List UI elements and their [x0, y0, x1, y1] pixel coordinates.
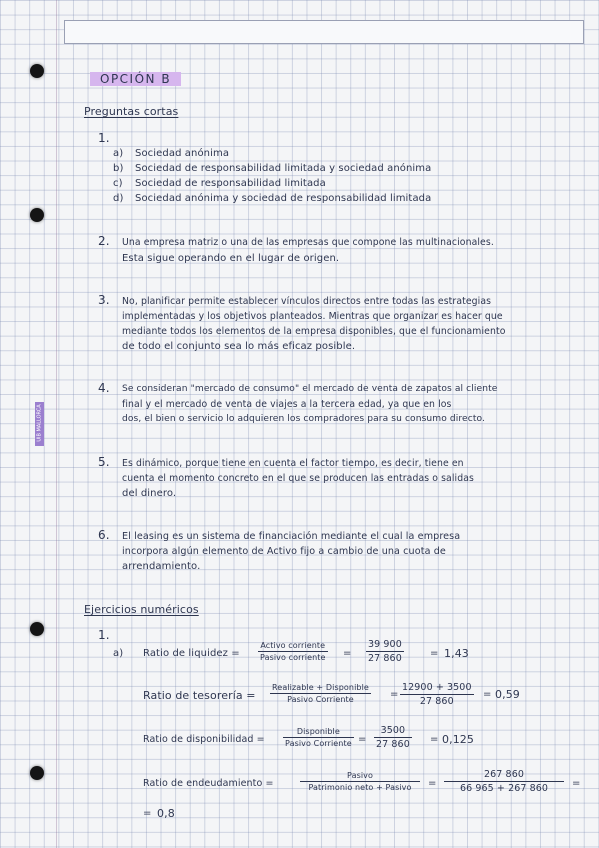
ratio-label: Ratio de endeudamiento = — [143, 778, 274, 789]
fraction-numerator: Activo corriente — [260, 641, 326, 650]
ratio-label: Ratio de liquidez = — [143, 648, 240, 659]
answer-line: Es dinámico, porque tiene en cuenta el factor tiempo, es decir, tiene en — [122, 458, 464, 469]
ratio-label: Ratio de tesorería = — [143, 689, 256, 702]
ratio-result: 1,43 — [444, 647, 469, 660]
formula-fraction — [258, 641, 328, 662]
fraction-numerator: Pasivo — [347, 771, 373, 780]
equals-sign: = — [572, 778, 581, 789]
fraction-numerator: 3500 — [380, 725, 406, 736]
fraction-bar — [444, 781, 564, 782]
formula-fraction — [283, 727, 354, 748]
binder-hole — [30, 64, 44, 78]
ratio-label: Ratio de disponibilidad = — [143, 734, 265, 745]
answer-line: de todo el conjunto sea lo más eficaz posible. — [122, 341, 356, 352]
binder-hole — [30, 622, 44, 636]
question-number: 2. — [98, 234, 110, 248]
question-number: 5. — [98, 455, 110, 469]
fraction-bar — [400, 694, 474, 695]
answer-line: No, planificar permite establecer vínculos directos entre todas las estrategias — [122, 296, 492, 307]
fraction-bar — [283, 737, 354, 738]
question-number: 6. — [98, 528, 110, 542]
ratio-result: 0,125 — [442, 733, 474, 746]
equals-sign: = — [343, 648, 352, 659]
answer-text: Sociedad anónima y sociedad de responsabilidad limitada — [135, 193, 432, 204]
header-box — [64, 20, 584, 44]
answer-line: Se consideran "mercado de consumo" el mercado de venta de zapatos al cliente — [122, 384, 498, 394]
fraction-bar — [270, 693, 371, 694]
answer-line: final y el mercado de venta de viajes a la tercera edad, ya que en los — [122, 399, 452, 410]
question-number: 4. — [98, 381, 110, 395]
answer-text: Sociedad anónima — [135, 148, 230, 159]
answer-line: dos, el bien o servicio lo adquieren los compradores para su consumo directo. — [122, 414, 485, 424]
fraction-numerator: 39 900 — [368, 639, 402, 650]
value-fraction — [366, 639, 404, 664]
answer-line: El leasing es un sistema de financiación mediante el cual la empresa — [122, 531, 461, 542]
equals-sign: = — [483, 689, 492, 700]
answer-line: Una empresa matriz o una de las empresas que compone las multinacionales. — [122, 237, 494, 248]
exercise-number: 1. — [98, 628, 110, 642]
fraction-denominator: Pasivo corriente — [260, 653, 326, 662]
short-questions-heading: Preguntas cortas — [84, 105, 179, 118]
answer-line: mediante todos los elementos de la empresa disponibles, que el funcionamiento — [122, 326, 506, 337]
answer-text: Sociedad de responsabilidad limitada y sociedad anónima — [135, 163, 432, 174]
margin-line — [56, 0, 57, 848]
exercise-part: a) — [113, 648, 124, 659]
numeric-exercises-heading: Ejercicios numéricos — [84, 603, 199, 616]
equals-sign: = — [428, 778, 437, 789]
fraction-denominator: Pasivo Corriente — [285, 739, 352, 748]
fraction-denominator: 27 860 — [368, 653, 402, 664]
equals-sign: = — [430, 734, 439, 745]
fraction-bar — [300, 781, 420, 782]
answer-line: Esta sigue operando en el lugar de origen. — [122, 253, 340, 264]
answer-line: del dinero. — [122, 488, 177, 499]
fraction-bar — [374, 737, 412, 738]
ratio-result: 0,8 — [157, 807, 175, 820]
fraction-denominator: 27 860 — [376, 739, 410, 750]
side-label: UIB MALLORCA — [35, 402, 44, 446]
answer-letter: b) — [113, 163, 124, 174]
value-fraction — [374, 725, 412, 750]
formula-fraction — [270, 683, 371, 704]
ratio-result: 0,59 — [495, 688, 520, 701]
fraction-numerator: 12900 + 3500 — [402, 682, 472, 693]
equals-sign: = — [390, 689, 399, 700]
fraction-denominator: Patrimonio neto + Pasivo — [308, 783, 412, 792]
answer-letter: c) — [113, 178, 123, 189]
question-number: 1. — [98, 131, 110, 145]
fraction-numerator: Disponible — [296, 727, 340, 736]
answer-text: Sociedad de responsabilidad limitada — [135, 178, 326, 189]
answer-letter: d) — [113, 193, 124, 204]
value-fraction — [444, 769, 564, 794]
formula-fraction — [300, 771, 420, 792]
equals-sign: = — [430, 648, 439, 659]
fraction-denominator: 27 860 — [419, 696, 454, 707]
fraction-bar — [366, 651, 404, 652]
fraction-denominator: 66 965 + 267 860 — [459, 783, 549, 794]
answer-letter: a) — [113, 148, 124, 159]
binder-hole — [30, 208, 44, 222]
question-number: 3. — [98, 293, 110, 307]
answer-line: incorpora algún elemento de Activo fijo a cambio de una cuota de — [122, 546, 446, 557]
value-fraction — [400, 682, 474, 707]
fraction-numerator: 267 860 — [484, 769, 524, 780]
answer-line: arrendamiento. — [122, 561, 201, 572]
option-title: OPCIÓN B — [90, 72, 181, 86]
fraction-bar — [258, 651, 328, 652]
fraction-denominator: Pasivo Corriente — [287, 695, 354, 704]
answer-line: implementadas y los objetivos planteados. Mientras que organizar es hacer que — [122, 311, 503, 322]
equals-sign: = — [143, 808, 152, 819]
fraction-numerator: Realizable + Disponible — [272, 683, 369, 692]
binder-hole — [30, 766, 44, 780]
answer-line: cuenta el momento concreto en el que se producen las entradas o salidas — [122, 473, 474, 484]
equals-sign: = — [358, 734, 367, 745]
